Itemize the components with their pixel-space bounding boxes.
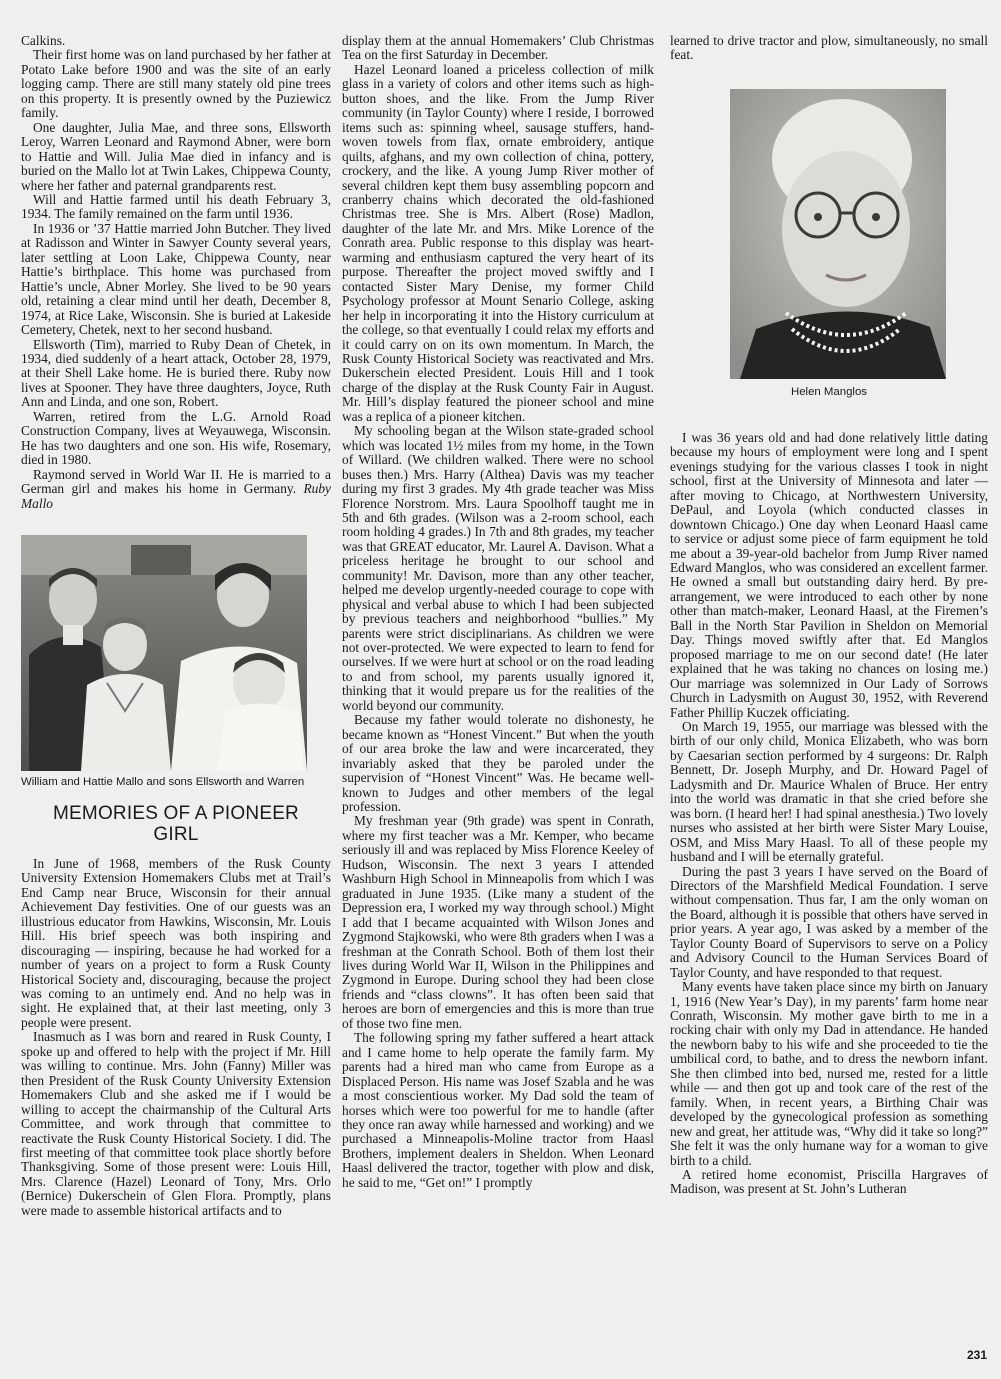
article-headline [21,803,331,845]
headline-line-2: GIRL [153,823,199,845]
paragraph: Inasmuch as I was born and reared in Rusk County, I spoke up and offered to help with the project if Mr. Hill was willing to continue. Mrs. John (Fanny) Miller was then President of the Rusk County University Extension Homemakers Club and she asked me if I would be willing to accept the chairmanship of the Cultural Arts Committee, and work through that committee to reactivate the Rusk County Historical Society. I did. The first meeting of that committee took place shortly before Thanksgiving. Some of those present were: Louis Hill, Mrs. Clarence (Hazel) Leonard of Tony, Mrs. Orlo (Bernice) Dukerschein of Glen Flora. Promptly, plans were made to assemble historical artifacts and to [21,1029,331,1218]
paragraph: Ellsworth (Tim), married to Ruby Dean of Chetek, in 1934, died suddenly of a heart attack, October 28, 1979, at their Shell Lake home. He is buried there. Ruby now lives at Spooner. They have three daughters, Joyce, Ruth Ann and Linda, and one son, Robert. [21,336,331,410]
paragraph: In June of 1968, members of the Rusk County University Extension Homemakers Clubs met at Trail’s End Camp near Bruce, Wisconsin for their annual Achievement Day festivities. One of our guests was an illustrious educator from Hawkins, Wisconsin, Mr. Louis Hill. His brief speech was both inspiring and discouraging — inspiring, because he had worked for a number of years on a project to form a Rusk County Historical Society and, discouraging, because the project was coming to an untimely end. And no help was in sight. He explained that, at their last meeting, only 3 people were present. [21,855,331,1030]
photo-caption: William and Hattie Mallo and sons Ellsworth and Warren [21,775,305,788]
paragraph: One daughter, Julia Mae, and three sons, Ellsworth Leroy, Warren Leonard and Raymond Abner, were born to Hattie and Will. Julia Mae died in infancy and is buried on the Mallo lot at Twin Lakes, Chippewa County, where her father and paternal grandparents rest. [21,119,331,193]
page-number: 231 [966,1348,987,1362]
photo-caption: Helen Manglos [791,385,867,398]
paragraph: On March 19, 1955, our marriage was blessed with the birth of our only child, Monica Elizabeth, who was born by Caesarian section performed by 4 surgeons: Dr. Ralph Bennett, Dr. Joseph Murphy, and Dr. Howard Pagel of Ladysmith and Dr. Maurice Whalen of Bruce. Her entry into the world was dramatic in that she cried before she was born. (I heard her! I had spinal anesthesia.) Two lovely nurses who assisted at her birth were Sister Mary Louise, OSM, and Miss Mary Haasl. To all of these people my husband and I will be eternally grateful. [670,718,988,865]
paragraph: My schooling began at the Wilson state-graded school which was located 1½ miles from my home, in the Town of Willard. (We children walked. There were no school buses then.) Mrs. Harry (Althea) Davis was my teacher during my first 3 grades. My 4th grade teacher was Miss Florence Norstrom. Mrs. Laura Spoolhoff taught me in 5th and 6th grades. (Wilson was a 2-room school, each room holding 4 grades.) In 7th and 8th grades, my teacher was that GREAT educator, Mr. Laurel A. Davison. What a priceless heritage he brought to our school and community! Mr. Davison, more than any other teacher, helped me develop urgently-needed courage to cope with physical and verbal abuse to which I had been subjected by previous teachers and neighborhood “bullies.” My parents were strict disciplinarians. As children we were not over-protected. We were expected to learn to fend for ourselves. If we were hurt at school or on the road leading to and from school, my parents usually ignored it, thinking that it would prepare us for the realities of the world beyond our community. [342,423,654,713]
headline-line-1: MEMORIES OF A PIONEER [53,802,299,824]
column-3 [670,34,988,1197]
paragraph: During the past 3 years I have served on the Board of Directors of the Marshfield Medical Foundation. I serve without compensation. Thus far, I am the only woman on the Board, although it is possible that others have served in prior years. A year ago, I was asked by a member of the Taylor County Board of Supervisors to serve on a Policy and Advisory Council to the Human Services Board of Taylor County, and have responded to that request. [670,863,988,980]
paragraph: My freshman year (9th grade) was spent in Conrath, where my first teacher was a Mr. Kemper, who became seriously ill and was replaced by Miss Florence Keeley of Hudson, Wisconsin. The next 3 years I attended Washburn High School in Minneapolis from which I was graduated in June 1935. (Like many a student of the Depression era, I worked my way through school.) Might I add that I became acquainted with Wilson Jones and Zygmond Stajkowski, who were 8th graders when I was a freshman at the Conrath School. Both of them lost their lives during World War II, Wilson in the Philippines and Zygmond in Europe. During school they had been close friends and “class clowns”. It has often been said that heroes are born of emergencies and this is more than true of those two fine men. [342,813,654,1031]
paragraph: Their first home was on land purchased by her father at Potato Lake before 1900 and was the site of an early logging camp. There are still many stately old pine trees on this property. It is presently owned by the Puziewicz family. [21,47,331,121]
paragraph: Warren, retired from the L.G. Arnold Road Construction Company, lives at Weyauwega, Wisconsin. He has two daughters and one son. His wife, Rosemary, died in 1980. [21,408,331,468]
paragraph: The following spring my father suffered a heart attack and I came home to help operate the family farm. My parents had a hired man who came from Europe as a Displaced Person. His name was Josef Szabla and he was a most conscientious worker. My Dad sold the team of horses which were too powerful for me to handle (after they once ran away while harnessed and working) and we purchased a Minneapolis-Moline tractor from Haasl Brothers, implement dealers in Sheldon. When Leonard Haasl delivered the tractor, together with plow and disk, he said to me, “Get on!” I promptly [342,1030,654,1190]
paragraph: Because my father would tolerate no dishonesty, he became known as “Honest Vincent.” But when the youth of our area broke the law and were incarcerated, they invariably asked that they be paroled under the supervision of “Honest Vincent” Was. He became well-known to Judges and other members of the legal profession. [342,712,654,815]
paragraph: In 1936 or ’37 Hattie married John Butcher. They lived at Radisson and Winter in Sawyer County several years, later settling at Loon Lake, Chippewa County, near Hattie’s birthplace. This home was purchased from Hattie’s uncle, Abner Morley. She lived to be 90 years old, retaining a clear mind until her death, December 8, 1974, at Rice Lake, Wisconsin. She is buried at Lakeside Cemetery, Chetek, next to her second husband. [21,220,331,338]
portrait-photo [730,89,946,379]
paragraph-text: Raymond served in World War II. He is married to a German girl and makes his home in Germany. [21,466,331,497]
paragraph: I was 36 years old and had done relatively little dating because my hours of employment were long and I spent evenings studying for the various classes I took in night school, first at the University of Minnesota and later — after moving to Chicago, at Northwestern University, DePaul, and Loyola (which conducted classes in downtown Chicago.) One day when Leonard Haasl came to service or adjust some piece of farm equipment he told me about a 39-year-old bachelor from Jump River named Edward Manglos, who was considered an excellent farmer. He owned a small but outstanding dairy herd. By pre-arrangement, we were introduced to each other by none other than match-maker, Leonard Haasl, at the Firemen’s Ball in the North Star Pavilion in Sheldon on Memorial Day. Things moved swiftly after that. Ed Manglos proposed marriage to me on our second date! (He later explained that he was taking no chances on losing me.) Our marriage was solemnized in Our Lady of Sorrows Church in Ladysmith on August 30, 1952, with Reverend Father Phillip Kuczek officiating. [670,429,988,720]
column-1 [21,34,331,1218]
family-photo [21,535,307,771]
paragraph [21,468,331,511]
paragraph: display them at the annual Homemakers’ Club Christmas Tea on the first Saturday in December. [342,33,654,63]
paragraph: Calkins. [21,33,66,48]
column-2 [342,34,654,1190]
paragraph: Many events have taken place since my birth on January 1, 1916 (New Year’s Day), in my parents’ farm home near Conrath, Wisconsin. My mother gave birth to me in a rocking chair with only my Dad in attendance. He handed the newborn baby to his wife and she proceeded to tie the umbilical cord, to bathe, and to dress the newborn infant. She then climbed into bed, nursed me, rested for a little while — and then got up and took care of the rest of the family. When, in recent years, a Birthing Chair was developed by the gynecological profession as something new and great, her attitude was, “Why did it take so long?” She felt it was the only humane way for a woman to give birth to a child. [670,979,988,1168]
paragraph: A retired home economist, Priscilla Hargraves of Madison, was present at St. John’s Lutheran [670,1167,988,1197]
paragraph: Hazel Leonard loaned a priceless collection of milk glass in a variety of colors and other items such as high-button shoes, and the like. From the Jump River community (in Taylor County) where I reside, I borrowed items such as: spinning wheel, sausage stuffers, hand-woven towels from flax, ornate embroidery, antique quilts, afghans, and my own collection of china, pottery, crockery, and the like. A young Jump River mother of several children kept them busy assembling popcorn and cranberry chains which decorated the old-fashioned Christmas tree. She is Mrs. Albert (Rose) Madlon, daughter of the late Mr. and Mrs. Mike Lorence of the Conrath area. Public response to this display was heart-warming and enthusiasm captured the very heart of its purpose. Thereafter the project moved swiftly and I contacted Sister Mary Denise, my former Child Psychology professor at Mount Senario College, asking her help in incorporating it into the History curriculum at the college, so that eventually I could relax my efforts and it could carry on on its own momentum. In March, the Rusk County Historical Society was reactivated and Mrs. Dukerschein elected President. Louis Hill and I took charge of the display at the Rusk County Fair in August. Mr. Hill’s display featured the pioneer school and mine was a replica of a pioneer kitchen. [342,61,654,424]
paragraph: learned to drive tractor and plow, simultaneously, no small feat. [670,33,988,63]
byline: Ruby Mallo [21,481,331,511]
paragraph: Will and Hattie farmed until his death February 3, 1934. The family remained on the farm until 1936. [21,191,331,222]
